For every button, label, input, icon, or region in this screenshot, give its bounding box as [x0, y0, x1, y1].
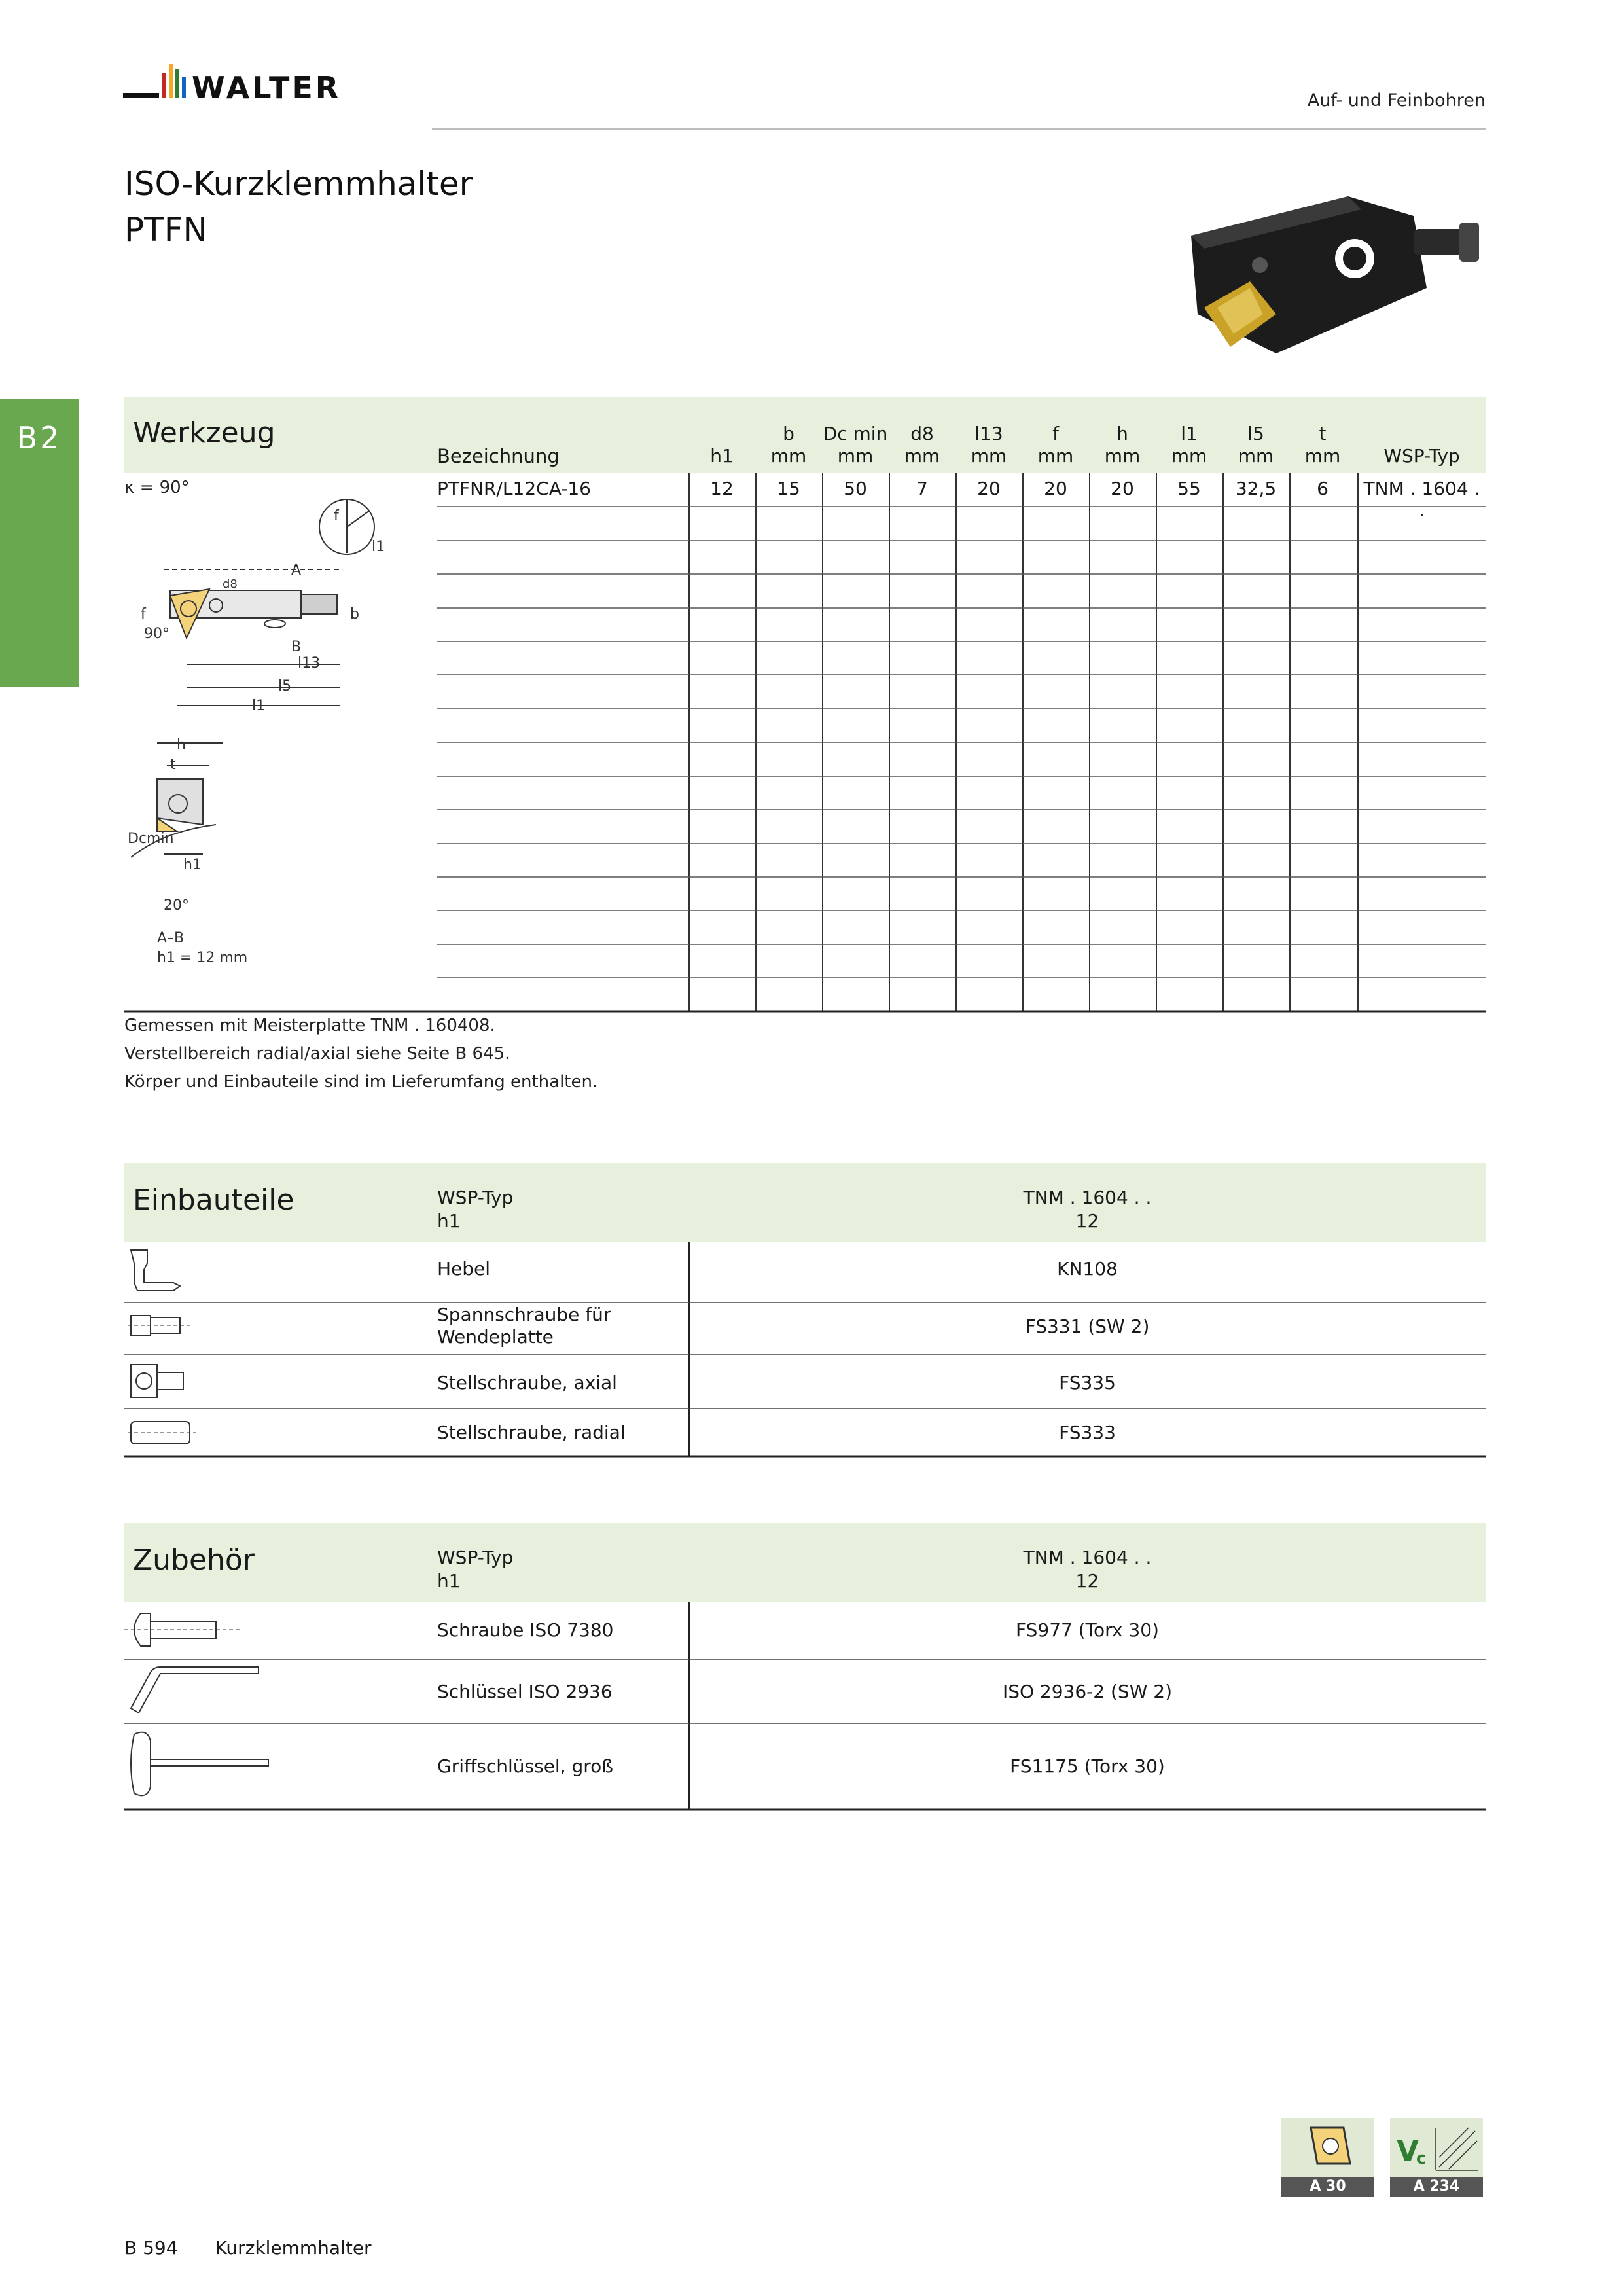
axial-screw-icon [124, 1358, 203, 1404]
zubehoer-row-2-value: ISO 2936-2 (SW 2) [1002, 1681, 1173, 1702]
row-t: 6 [1317, 478, 1329, 499]
einbauteile-head-values [689, 1186, 1486, 1233]
cutting-data-icon [1390, 2118, 1483, 2177]
angle-90-label: 90° [144, 626, 169, 642]
row-dcmin: 50 [844, 478, 867, 499]
col-b-sym: b [783, 423, 794, 444]
werkzeug-title: Werkzeug [133, 416, 276, 450]
dim-h-label: h [177, 737, 186, 753]
einbauteile-row-2-name: Spannschraube für Wendeplatte [437, 1304, 611, 1348]
dim-l1-label: l1 [252, 698, 266, 714]
einbauteile-row-3-name: Stellschraube, axial [437, 1372, 617, 1393]
col-d8-sym: d8 [910, 423, 934, 444]
einbauteile-row-1-name: Hebel [437, 1258, 491, 1280]
zubehoer-h1-value: 12 [1075, 1570, 1099, 1592]
einbauteile-wsp-label: WSP-Typ [437, 1187, 514, 1208]
zubehoer-row-3-value: FS1175 (Torx 30) [1010, 1755, 1165, 1777]
clamp-screw-icon [124, 1306, 203, 1345]
einbauteile-row-1-value: KN108 [1057, 1258, 1118, 1280]
col-l13-sym: l13 [974, 423, 1003, 444]
einbauteile-row-2-value: FS331 (SW 2) [1025, 1316, 1150, 1337]
chapter-tab-label: B2 [16, 420, 62, 456]
zubehoer-row-2-name: Schlüssel ISO 2936 [437, 1681, 613, 1702]
col-dcmin-sym: Dc min [823, 423, 888, 444]
zubehoer-wsp-value: TNM . 1604 . . [1023, 1547, 1152, 1568]
dim-l13-label: l13 [298, 655, 321, 672]
footer [124, 2237, 372, 2259]
badge-a234-label: A 234 [1390, 2177, 1483, 2197]
dim-d8-label: d8 [223, 577, 238, 591]
svg-text:c: c [1416, 2149, 1427, 2168]
page-number: B 594 [124, 2237, 178, 2259]
einbauteile-h1-label: h1 [437, 1210, 461, 1232]
einbauteile-title: Einbauteile [133, 1183, 294, 1217]
col-d8-unit: mm [904, 445, 940, 467]
dim-l1-top-label: l1 [372, 539, 385, 555]
row-h1: 12 [710, 478, 734, 499]
col-f-unit: mm [1037, 445, 1074, 467]
note-2: Verstellbereich radial/axial siehe Seite B 645. [124, 1044, 510, 1064]
dim-h1-label: h1 [183, 857, 202, 873]
dim-f-label: f [334, 508, 339, 524]
col-t-unit: mm [1304, 445, 1341, 467]
dim-dcmin-label: Dcmin [128, 831, 174, 847]
section-label: Auf- und Feinbohren [1307, 90, 1486, 111]
insert-icon [1281, 2118, 1374, 2177]
zubehoer-row-1-value: FS977 (Torx 30) [1016, 1619, 1159, 1641]
title-line2: PTFN [124, 211, 207, 249]
hex-key-icon [124, 1659, 268, 1718]
zubehoer-title: Zubehör [133, 1543, 255, 1577]
col-l5-sym: l5 [1247, 423, 1264, 444]
col-l1-sym: l1 [1181, 423, 1198, 444]
dim-l5-label: l5 [278, 678, 292, 694]
badge-a234[interactable] [1390, 2118, 1483, 2197]
dim-b-label: B [291, 639, 302, 655]
section-label: A–B [157, 930, 185, 946]
row-wsp-typ: TNM . 1604 . . [1363, 478, 1480, 521]
row-l1: 55 [1177, 478, 1201, 499]
dim-f-side-label: f [141, 606, 146, 622]
footer-chapter: Kurzklemmhalter [215, 2237, 372, 2259]
zubehoer-row-1-name: Schraube ISO 7380 [437, 1619, 614, 1641]
row-b: 15 [777, 478, 800, 499]
brand-text: WALTER [192, 70, 342, 105]
zubehoer-head-values [689, 1546, 1486, 1593]
col-t-sym: t [1319, 423, 1327, 444]
col-l1-unit: mm [1171, 445, 1207, 467]
row-f: 20 [1044, 478, 1067, 499]
dim-a-label: A [291, 562, 302, 579]
angle-20-label: 20° [164, 897, 189, 914]
einbauteile-row-3-value: FS335 [1059, 1372, 1116, 1393]
zubehoer-wsp-label: WSP-Typ [437, 1547, 514, 1568]
row-bezeichnung: PTFNR/L12CA-16 [437, 478, 591, 499]
col-b-unit: mm [770, 445, 807, 467]
row-h: 20 [1111, 478, 1134, 499]
einbauteile-row-4-value: FS333 [1059, 1422, 1116, 1443]
col-f-sym: f [1052, 423, 1059, 444]
dim-b-side-label: b [350, 606, 359, 622]
row-l5: 32,5 [1235, 478, 1277, 499]
col-h1: h1 [710, 445, 734, 467]
einbauteile-h1-value: 12 [1075, 1210, 1099, 1232]
kappa-label: κ = 90° [124, 478, 190, 497]
col-dcmin-unit: mm [837, 445, 874, 467]
svg-text:V: V [1397, 2134, 1419, 2168]
row-d8: 7 [916, 478, 928, 499]
screw-icon [124, 1607, 255, 1653]
t-handle-key-icon [124, 1728, 294, 1800]
radial-screw-icon [124, 1414, 203, 1453]
col-l13-unit: mm [971, 445, 1007, 467]
badge-a30-label: A 30 [1281, 2177, 1374, 2197]
title-line1: ISO-Kurzklemmhalter [124, 165, 473, 203]
tool-drawing [124, 491, 386, 988]
col-h-unit: mm [1104, 445, 1141, 467]
note-1: Gemessen mit Meisterplatte TNM . 160408. [124, 1016, 495, 1035]
dim-t-label: t [170, 757, 176, 773]
row-l13: 20 [977, 478, 1001, 499]
einbauteile-head-labels [437, 1186, 513, 1233]
col-wsp-typ: WSP-Typ [1383, 445, 1460, 467]
zubehoer-head-labels [437, 1546, 513, 1593]
zubehoer-h1-label: h1 [437, 1570, 461, 1592]
badge-a30[interactable] [1281, 2118, 1374, 2197]
col-h-sym: h [1116, 423, 1128, 444]
lever-icon [124, 1244, 203, 1296]
col-bezeichnung: Bezeichnung [437, 445, 560, 467]
einbauteile-wsp-value: TNM . 1604 . . [1023, 1187, 1152, 1208]
col-l5-unit: mm [1238, 445, 1274, 467]
h1-note-label: h1 = 12 mm [157, 950, 248, 966]
einbauteile-row-4-name: Stellschraube, radial [437, 1422, 626, 1443]
zubehoer-row-3-name: Griffschlüssel, groß [437, 1755, 613, 1777]
note-3: Körper und Einbauteile sind im Lieferumfang enthalten. [124, 1072, 598, 1092]
